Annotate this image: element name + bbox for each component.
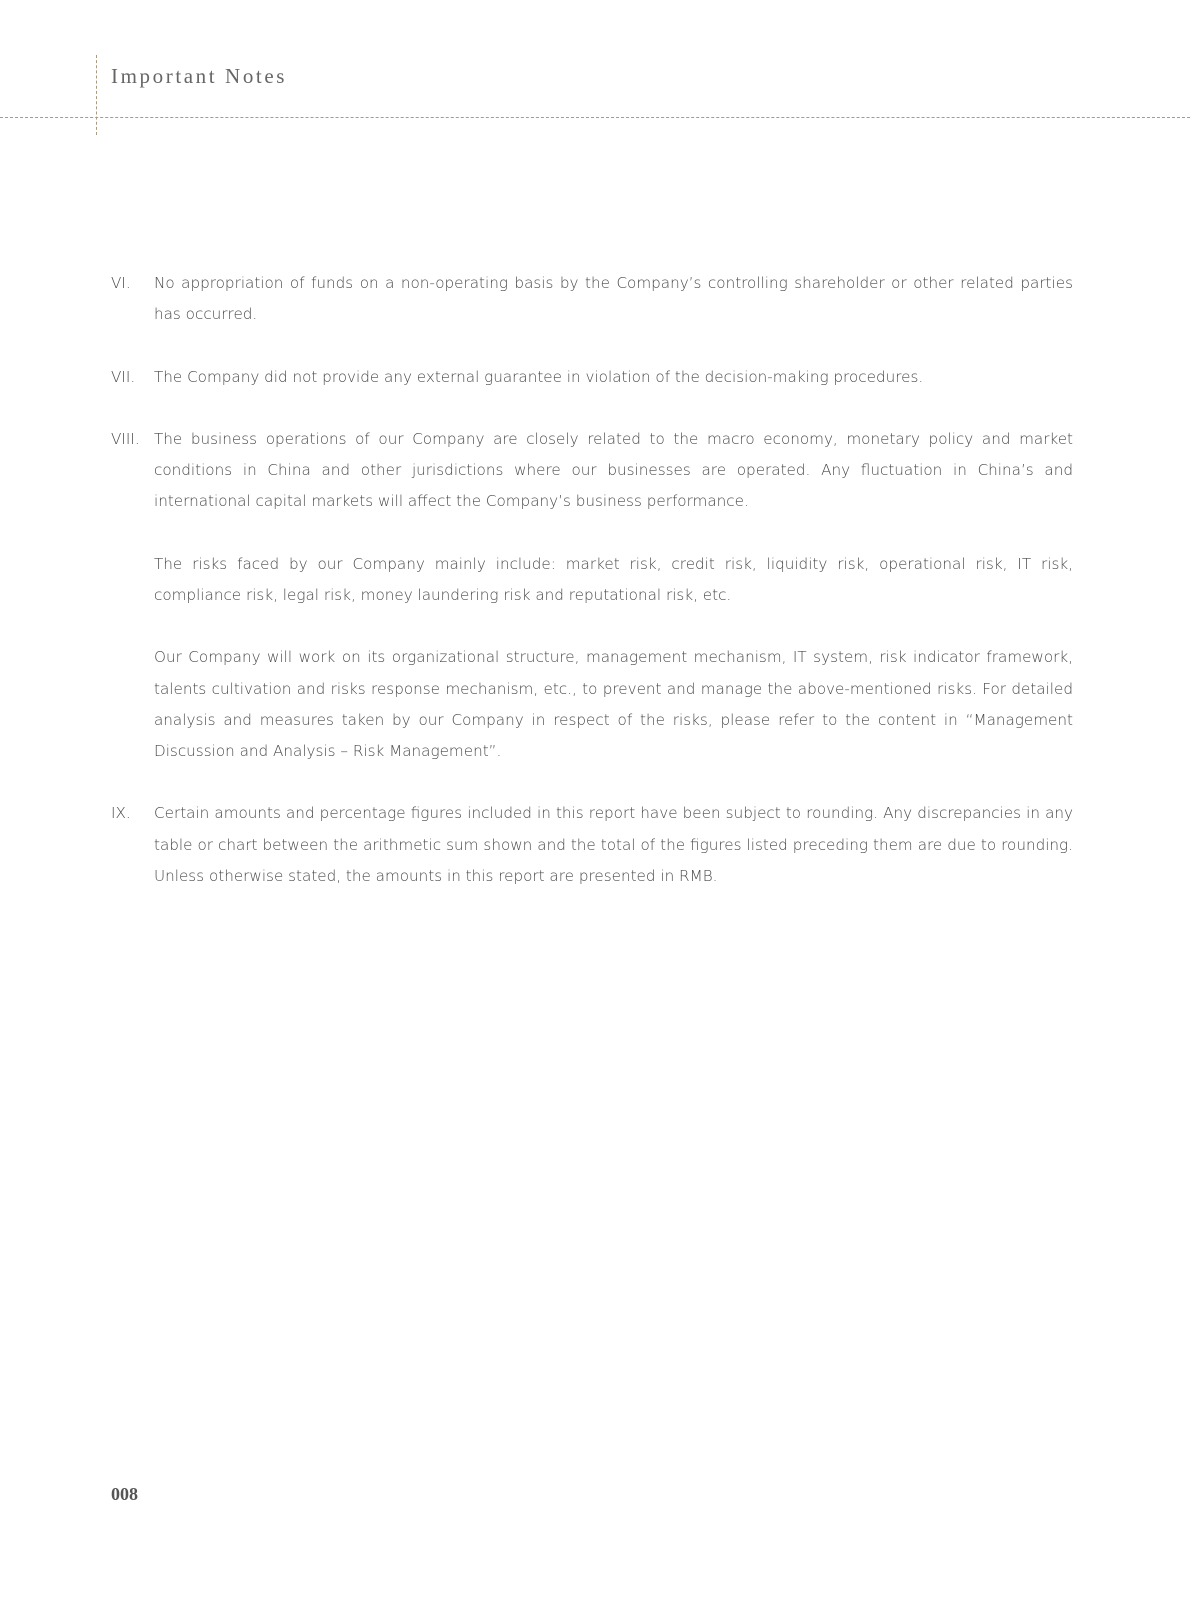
- header-vertical-rule: [96, 55, 97, 135]
- note-paragraph: No appropriation of funds on a non-operating basis by the Company’s controlling shareholder or other related parties has occurred.: [154, 274, 1073, 324]
- note-paragraph: The Company did not provide any external guarantee in violation of the decision-making procedures.: [154, 367, 924, 386]
- note-paragraph: The risks faced by our Company mainly include: market risk, credit risk, liquidity risk, operational risk, IT risk, compliance risk, legal risk, money laundering risk and reputational risk, etc.: [154, 554, 1073, 604]
- note-item-vi: [111, 268, 1073, 330]
- note-number: VII.: [111, 367, 136, 386]
- note-paragraph: Certain amounts and percentage figures included in this report have been subject to rounding. Any discrepancies in any table or chart between the arithmetic sum shown and the total of the figures listed preceding them are due to rounding. Unless otherwise stated, the amounts in this report are presented in RMB.: [154, 804, 1073, 885]
- note-number: IX.: [111, 804, 131, 823]
- note-paragraph: The business operations of our Company are closely related to the macro economy, monetary policy and market conditions in China and other jurisdictions where our businesses are operated. Any fluctuation in China’s and international capital markets will affect the Company’s business performance.: [154, 429, 1073, 511]
- note-number: VI.: [111, 274, 131, 292]
- note-item-ix: [111, 798, 1073, 892]
- note-paragraph: Our Company will work on its organizational structure, management mechanism, IT system, risk indicator framework, talents cultivation and risks response mechanism, etc., to prevent and manage the above-mentioned risks. For detailed analysis and measures taken by our Company in respect of the risks, please refer to the content in “Management Discussion and Analysis – Risk Management”.: [154, 648, 1073, 760]
- note-item-vii: [111, 362, 1073, 393]
- header-horizontal-rule: [0, 117, 1190, 118]
- page-number: 008: [111, 1484, 138, 1504]
- note-item-viii: [111, 424, 1073, 767]
- page-title: Important Notes: [111, 64, 288, 88]
- notes-list: [111, 268, 1073, 923]
- note-number: VIII.: [111, 429, 140, 448]
